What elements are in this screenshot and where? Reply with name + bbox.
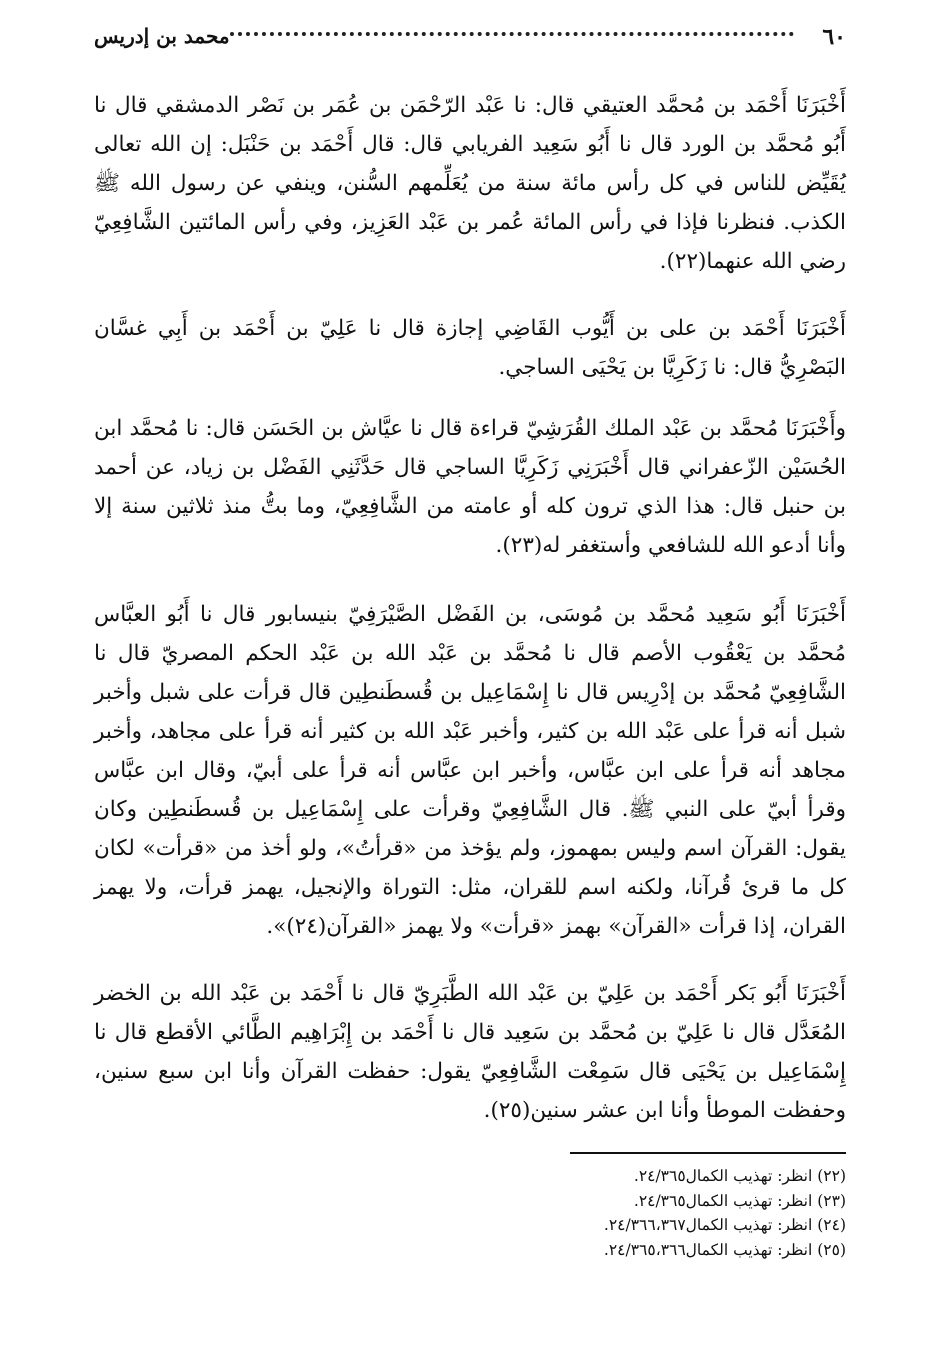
footnote: (٢٥) انظر: تهذيب الكمال٢٤/٣٦٥،٣٦٦.: [603, 1240, 846, 1259]
running-header: [94, 22, 846, 56]
paragraph: وأَخْبَرَنَا مُحمَّد بن عَبْد الملك القُرَشِيّ قراءة قال نا عيَّاش بن الحَسَن قال: نا مُحمَّد ابن الحُسَيْن الزّعفراني قال أَخْبَرَنِي زَكَرِيَّا الساجي قال حَدَّثَنِي الفَضْل بن زياد، عن أحمد بن حنبل قال: هذا الذي ترون كله أو عامته من الشَّافِعِيّ، وما بتُّ منذ ثلاثين سنة إلا وأنا أدعو الله للشافعي وأستغفر له(٢٣).: [94, 416, 846, 558]
paragraph: أَخْبَرَنَا أَحْمَد بن مُحمَّد العتيقي قال: نا عَبْد الرّحْمَن بن عُمَر بن نَصْر الدمشقي قال نا أَبُو مُحمَّد بن الورد قال نا أَبُو سَعِيد الفريابي قال: قال أَحْمَد بن حَنْبَل: إن الله تعالى يُقَيِّض للناس في كل رأس مائة سنة من يُعَلِّمهم السُّنن، وينفي عن رسول الله ﷺ الكذب. فنظرنا فإذا في رأس المائة عُمر بن عَبْد العَزِيز، وفي رأس المائتين الشَّافِعِيّ رضي الله عنهما(٢٢).: [94, 93, 847, 274]
footnote-separator: [570, 1152, 846, 1154]
page-number: ٦٠: [822, 24, 846, 50]
book-page: [94, 22, 846, 1332]
main-text: [94, 86, 846, 1130]
paragraph: أَخْبَرَنَا أَحْمَد بن على بن أَيُّوب القَاضِي إجازة قال نا عَلِيّ بن أَحْمَد بن أَبِي غسَّان البَصْرِيُّ قال: نا زَكَرِيَّا بن يَحْيَى الساجي.: [94, 316, 846, 380]
paragraph: أَخْبَرَنَا أَبُو سَعِيد مُحمَّد بن مُوسَى، بن الفَضْل الصَّيْرَفِيّ بنيسابور قال نا أَبُو العبَّاس مُحمَّد بن يَعْقُوب الأصم قال نا مُحمَّد بن عَبْد الله بن عَبْد الحكم المصريّ قال نا الشَّافِعِيّ مُحمَّد بن إدْرِيس قال نا إِسْمَاعِيل بن قُسطَنطِين قال قرأت على شبل وأخبر شبل أنه قرأ على عَبْد الله بن كثير، وأخبر عَبْد الله بن كثير أنه قرأ على مجاهد، وأخبر مجاهد أنه قرأ على ابن عبَّاس، وأخبر ابن عبَّاس أنه قرأ على أبيّ، وقال ابن عبَّاس وقرأ أبيّ على النبي ﷺ. قال الشَّافِعِيّ وقرأت على إِسْمَاعِيل بن قُسطَنطِين وكان يقول: القرآن اسم وليس بمهموز، ولم يؤخذ من «قرأتُ»، ولو أخذ من «قرأت» لكان كل ما قرئ قُرآنا، ولكنه اسم للقران، مثل: التوراة والإنجيل، يهمز قرأت، ولا يهمز القران، إذا قرأت «القرآن» بهمز «قرأت» ولا يهمز «القرآن(٢٤)».: [94, 602, 846, 939]
running-title: محمد بن إدريس: [94, 24, 230, 48]
footnotes: [224, 1164, 846, 1262]
header-dotted-leader: [230, 32, 794, 36]
footnote: (٢٣) انظر: تهذيب الكمال٢٤/٣٦٥.: [633, 1191, 846, 1210]
paragraph: أَخْبَرَنَا أَبُو بَكر أَحْمَد بن عَلِيّ بن عَبْد الله الطَّبَرِيّ قال نا أَحْمَد بن عَبْد الله بن الخضر المُعَدَّل قال نا عَلِيّ بن مُحمَّد بن سَعِيد قال نا أَحْمَد بن إِبْرَاهِيم الطَّائي الأقطع قال نا إِسْمَاعِيل بن يَحْيَى قال سَمِعْت الشَّافِعِيّ يقول: حفظت القرآن وأنا ابن سبع سنين، وحفظت الموطأ وأنا ابن عشر سنين(٢٥).: [94, 981, 846, 1123]
footnote: (٢٤) انظر: تهذيب الكمال٢٤/٣٦٦،٣٦٧.: [603, 1216, 846, 1234]
footnote: (٢٢) انظر: تهذيب الكمال٢٤/٣٦٥.: [633, 1167, 846, 1185]
